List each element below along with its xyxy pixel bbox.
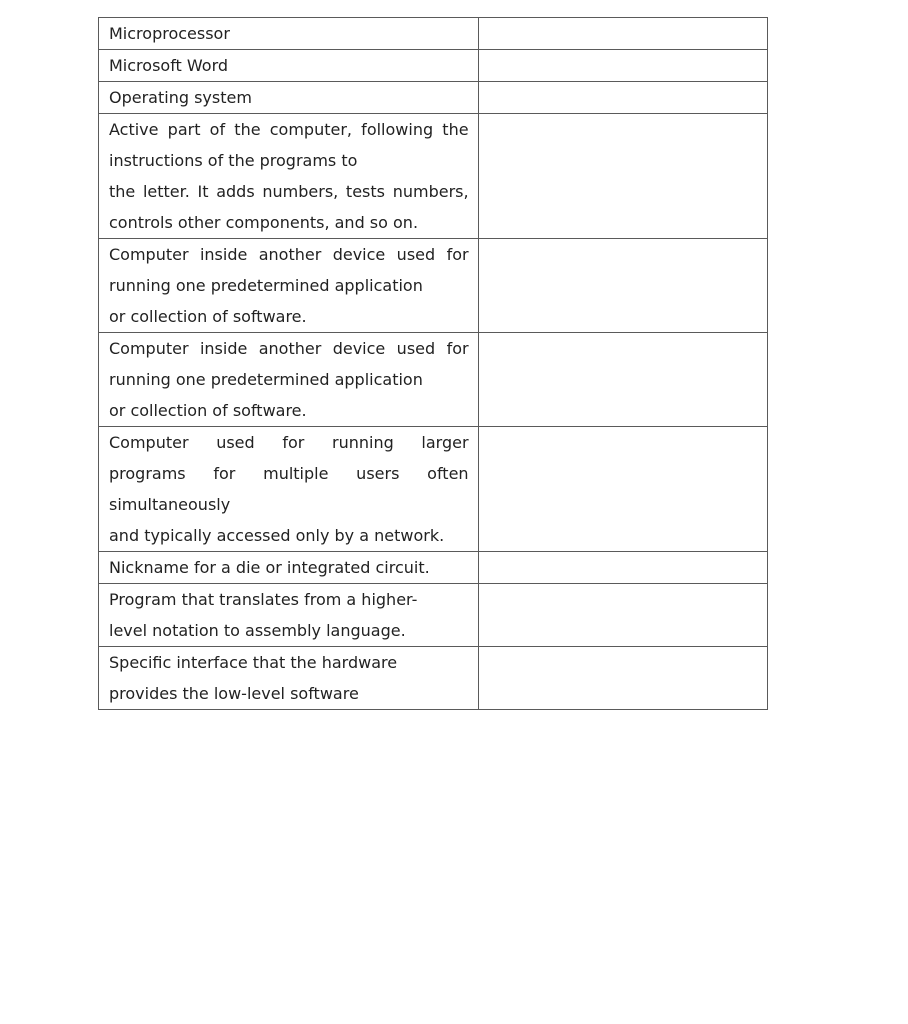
definition-line: Specific interface that the hardware — [109, 653, 398, 672]
definition-cell — [99, 333, 479, 427]
table-row — [99, 647, 768, 710]
definition-cell — [99, 427, 479, 552]
definition-cell — [99, 584, 479, 647]
term-text: Microprocessor — [109, 24, 230, 43]
term-cell — [99, 18, 479, 50]
answer-cell[interactable] — [478, 239, 767, 333]
definition-line: Computer used for running larger — [109, 433, 469, 452]
definition-cell — [99, 647, 479, 710]
definition-cell — [99, 552, 479, 584]
answer-cell[interactable] — [478, 114, 767, 239]
table-row — [99, 114, 768, 239]
term-text: Operating system — [109, 88, 252, 107]
table-row — [99, 82, 768, 114]
term-cell — [99, 50, 479, 82]
answer-cell[interactable] — [478, 584, 767, 647]
definition-line: running one predetermined application — [109, 276, 423, 295]
table-row — [99, 552, 768, 584]
matching-worksheet-table — [98, 17, 768, 710]
table-row — [99, 584, 768, 647]
definition-line: simultaneously — [109, 495, 231, 514]
definition-line: Computer inside another device used for — [109, 245, 469, 264]
definition-line: programs for multiple users often — [109, 464, 469, 483]
table-row — [99, 50, 768, 82]
definition-line: the letter. It adds numbers, tests numbers, — [109, 182, 469, 201]
table-row — [99, 333, 768, 427]
answer-cell[interactable] — [478, 427, 767, 552]
table-row — [99, 239, 768, 333]
answer-cell[interactable] — [478, 333, 767, 427]
answer-cell[interactable] — [478, 647, 767, 710]
term-text: Microsoft Word — [109, 56, 229, 75]
table-row — [99, 427, 768, 552]
definition-line: provides the low-level software — [109, 684, 359, 703]
definition-line: Active part of the computer, following the — [109, 120, 469, 139]
definition-line: or collection of software. — [109, 401, 307, 420]
definition-line: instructions of the programs to — [109, 151, 358, 170]
term-cell — [99, 82, 479, 114]
answer-cell[interactable] — [478, 82, 767, 114]
definition-line: Program that translates from a higher- — [109, 590, 418, 609]
answer-cell[interactable] — [478, 18, 767, 50]
table-row — [99, 18, 768, 50]
definition-cell — [99, 114, 479, 239]
answer-cell[interactable] — [478, 50, 767, 82]
definition-line: controls other components, and so on. — [109, 213, 419, 232]
definition-line: Nickname for a die or integrated circuit. — [109, 558, 430, 577]
answer-cell[interactable] — [478, 552, 767, 584]
definition-line: or collection of software. — [109, 307, 307, 326]
definition-cell — [99, 239, 479, 333]
definition-line: running one predetermined application — [109, 370, 423, 389]
definition-line: Computer inside another device used for — [109, 339, 469, 358]
definition-line: and typically accessed only by a network. — [109, 526, 445, 545]
definition-line: level notation to assembly language. — [109, 621, 406, 640]
